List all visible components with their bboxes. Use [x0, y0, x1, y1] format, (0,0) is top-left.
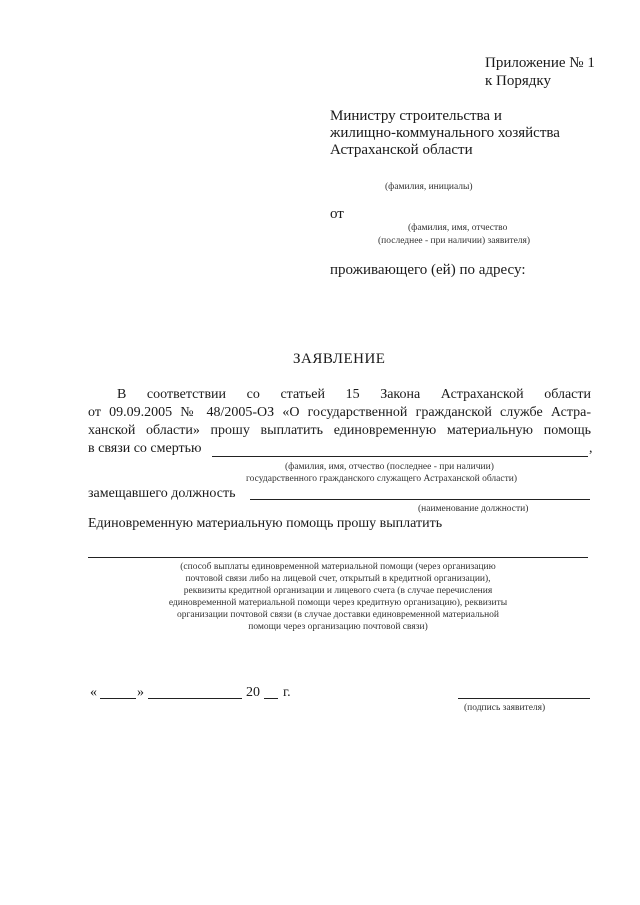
payment-hint-2: почтовой связи либо на лицевой счет, открытый в кредитной организации),: [185, 574, 491, 584]
payment-line: Единовременную материальную помощь прошу выплатить: [88, 516, 443, 531]
addressee-line-2: жилищно-коммунального хозяйства: [330, 125, 560, 141]
date-quote-open: «: [90, 685, 97, 700]
date-year-suffix: г.: [283, 685, 291, 700]
body-line-4: в связи со смертью: [88, 441, 202, 456]
deceased-name-field[interactable]: [212, 456, 588, 457]
position-hint: (наименование должности): [418, 504, 529, 514]
position-label: замещавшего должность: [88, 486, 236, 501]
payment-hint-5: организации почтовой связи (в случае доставки единовременной материальной: [176, 610, 500, 620]
body-line-1: В соответствии со статьей 15 Закона Астраханской области: [117, 387, 591, 402]
date-quote-close: »: [137, 685, 144, 700]
signature-field[interactable]: [458, 698, 590, 699]
payment-hint-1: (способ выплаты единовременной материальной помощи (через организацию: [180, 562, 496, 572]
comma: ,: [589, 441, 593, 456]
from-label: от: [330, 206, 344, 222]
date-day-field[interactable]: [100, 698, 136, 699]
address-label: проживающего (ей) по адресу:: [330, 262, 526, 278]
date-year-prefix: 20: [246, 685, 260, 700]
signature-hint: (подпись заявителя): [464, 703, 546, 713]
date-month-field[interactable]: [148, 698, 242, 699]
payment-method-field[interactable]: [88, 557, 588, 558]
document-title: ЗАЯВЛЕНИЕ: [293, 351, 386, 367]
appendix-number: Приложение № 1: [485, 55, 595, 71]
addressee-line-1: Министру строительства и: [330, 108, 502, 124]
date-year-field[interactable]: [264, 698, 278, 699]
sender-name-hint-2: (последнее - при наличии) заявителя): [378, 236, 531, 246]
addressee-line-3: Астраханской области: [330, 142, 473, 158]
body-line-3: ханской области» прошу выплатить единовременную материальную помощь: [88, 423, 591, 438]
deceased-hint-2: государственного гражданского служащего Астраханской области): [246, 474, 518, 484]
payment-hint-4: единовременной материальной помощи через кредитную организацию), реквизиты: [168, 598, 508, 608]
body-line-2: от 09.09.2005 № 48/2005-ОЗ «О государственной гражданской службе Астра-: [88, 405, 591, 420]
appendix-reference: к Порядку: [485, 73, 551, 89]
payment-hint-3: реквизиты кредитной организации и лицевого счета (в случае перечисления: [183, 586, 493, 596]
sender-name-hint-1: (фамилия, имя, отчество: [408, 223, 508, 233]
payment-hint-6: помощи через организацию почтовой связи): [248, 622, 428, 632]
deceased-hint-1: (фамилия, имя, отчество (последнее - при наличии): [285, 462, 494, 472]
addressee-name-hint: (фамилия, инициалы): [385, 182, 473, 192]
position-field[interactable]: [250, 499, 590, 500]
